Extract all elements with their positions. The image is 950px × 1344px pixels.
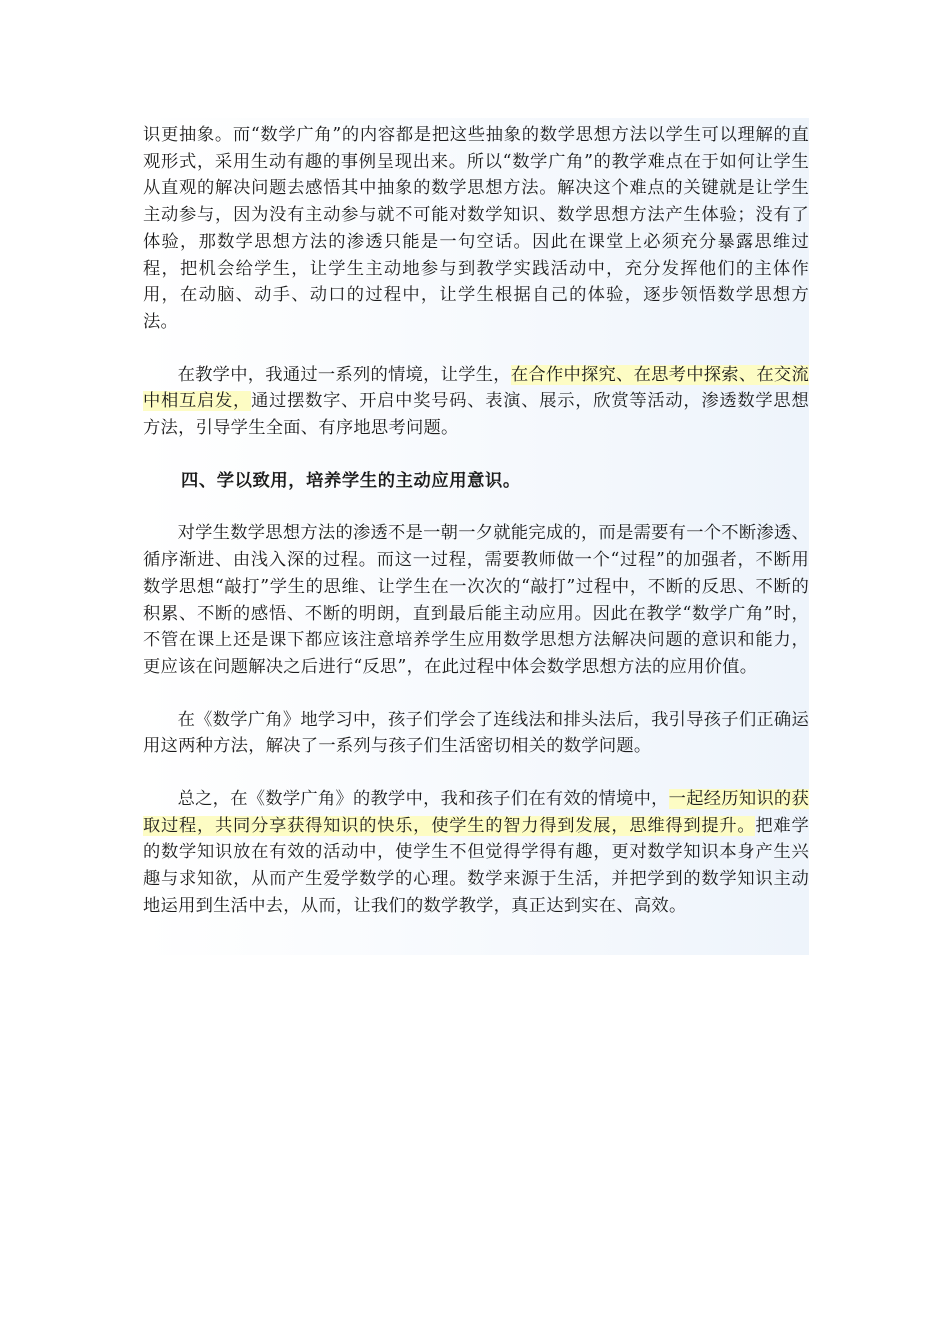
paragraph-penetration-process: 对学生数学思想方法的渗透不是一朝一夕就能完成的，而是需要有一个不断渗透、循序渐进、由浅入深的过程。而这一过程，需要教师做一个“过程”的加强者，不断用数学思想“敲打”学生的思维、让学生在一次次的“敲打”过程中，不断的反思、不断的积累、不断的感悟、不断的明朗，直到最后能主动应用。因此在教学“数学广角”时，不管在课上还是课下都应该注意培养学生应用数学思想方法解决问题的意识和能力，更应该在问题解决之后进行“反思”，在此过程中体会数学思想方法的应用价值。 <box>143 523 809 677</box>
paragraph-text: 在教学中，我通过一系列的情境，让学生， <box>177 364 511 385</box>
paragraph-gap <box>143 760 809 786</box>
paragraph-text: 总之，在《数学广角》的教学中，我和孩子们在有效的情境中， <box>177 789 669 810</box>
highlighted-text: 在合作中探究、在思考中探索、在交流中相互启发， <box>143 364 809 412</box>
paragraph-gap <box>143 442 809 468</box>
section-heading: 四、学以致用，培养学生的主动应用意识。 <box>181 470 521 491</box>
paragraph-gap <box>143 681 809 707</box>
highlighted-text: 一起经历知识的获取过程，共同分享获得知识的快乐，使学生的智力得到发展，思维得到提升。 <box>143 789 809 836</box>
paragraph-continuation: 识更抽象。而“数学广角”的内容都是把这些抽象的数学思想方法以学生可以理解的直观形式，采用生动有趣的事例呈现出来。所以“数学广角”的教学难点在于如何让学生从直观的解决问题去感悟其中抽象的数学思想方法。解决这个难点的关键就是让学生主动参与，因为没有主动参与就不可能对数学知识、数学思想方法产生体验；没有了体验，那数学思想方法的渗透只能是一句空话。因此在课堂上必须充分暴露思维过程，把机会给学生，让学生主动地参与到教学实践活动中，充分发挥他们的主体作用，在动脑、动手、动口的过程中，让学生根据自己的体验，逐步领悟数学思想方法。 <box>143 125 809 332</box>
paragraph-gap <box>143 336 809 362</box>
paragraph-gap <box>143 494 809 520</box>
paragraph-conclusion <box>143 786 809 920</box>
paragraph-teaching-situations <box>143 362 809 442</box>
document-body <box>143 118 809 955</box>
paragraph-text: 把难学的数学知识放在有效的活动中，使学生不但觉得学得有趣，更对数学知识本身产生兴趣与求知欲，从而产生爱学数学的心理。数学来源于生活，并把学到的数学知识主动地运用到生活中去，从而，让我们的数学教学，真正达到实在、高效。 <box>143 815 809 916</box>
paragraph-methods: 在《数学广角》地学习中，孩子们学会了连线法和排头法后，我引导孩子们正确运用这两种方法，解决了一系列与孩子们生活密切相关的数学问题。 <box>143 709 809 757</box>
paragraph-text: 通过摆数字、开启中奖号码、表演、展示，欣赏等活动，渗透数学思想方法，引导学生全面、有序地思考问题。 <box>143 391 809 439</box>
